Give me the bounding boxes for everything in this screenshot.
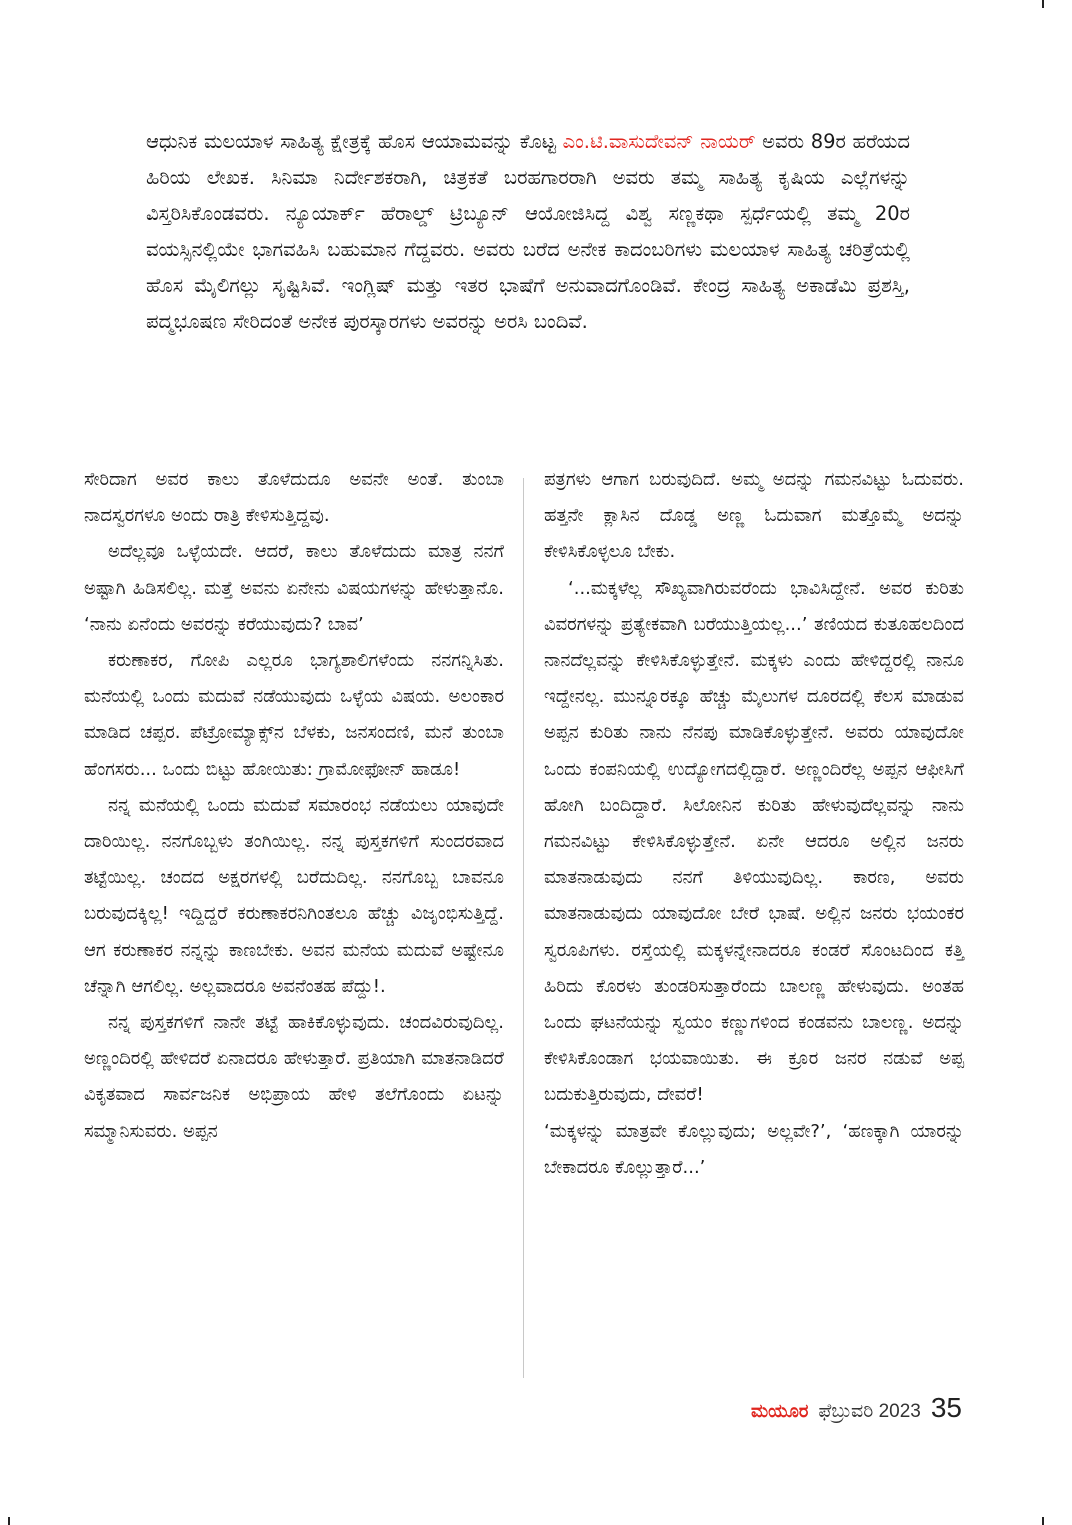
magazine-logo: ಮಯೂರ xyxy=(750,1401,809,1422)
crop-mark-bottom-right xyxy=(1042,1517,1044,1525)
left-column xyxy=(84,462,504,1150)
left-paragraph-5: ನನ್ನ ಪುಸ್ತಕಗಳಿಗೆ ನಾನೇ ತಟ್ಟೆ ಹಾಕಿಕೊಳ್ಳುವುದು. ಚಂದವಿರುವುದಿಲ್ಲ. ಅಣ್ಣಂದಿರಲ್ಲಿ ಹೇಳಿದರೆ ಏನಾದರೂ ಹೇಳುತ್ತಾರೆ. ಪ್ರತಿಯಾಗಿ ಮಾತನಾಡಿದರೆ ವಿಕೃತವಾದ ಸಾರ್ವಜನಿಕ ಅಭಿಪ್ರಾಯ ಹೇಳಿ ತಲೆಗೊಂದು ಏಟನ್ನು ಸಮ್ಮಾನಿಸುವರು. ಅಪ್ಪನ xyxy=(84,1012,504,1142)
author-name: ಎಂ.ಟಿ.ವಾಸುದೇವನ್ ನಾಯರ್ xyxy=(562,130,756,153)
intro-text-before: ಆಧುನಿಕ ಮಲಯಾಳ ಸಾಹಿತ್ಯ ಕ್ಷೇತ್ರಕ್ಕೆ ಹೊಸ ಆಯಾಮವನ್ನು ಕೊಟ್ಟ xyxy=(146,130,563,153)
left-paragraph-1: ಸೇರಿದಾಗ ಅವರ ಕಾಲು ತೊಳೆದುದೂ ಅವನೇ ಅಂತೆ. ತುಂಬಾ ನಾದಸ್ವರಗಳೂ ಅಂದು ರಾತ್ರಿ ಕೇಳಿಸುತ್ತಿದ್ದವು. xyxy=(84,469,504,527)
column-divider xyxy=(523,478,524,1378)
right-paragraph-2: ‘...ಮಕ್ಕಳೆಲ್ಲ ಸೌಖ್ಯವಾಗಿರುವರೆಂದು ಭಾವಿಸಿದ್ದೇನೆ. ಅವರ ಕುರಿತು ವಿವರಗಳನ್ನು ಪ್ರತ್ಯೇಕವಾಗಿ ಬರೆಯುತ್ತಿಯಲ್ಲ...’ ತಣಿಯದ ಕುತೂಹಲದಿಂದ ನಾನದೆಲ್ಲವನ್ನು ಕೇಳಿಸಿಕೊಳ್ಳುತ್ತೇನೆ. ಮಕ್ಕಳು ಎಂದು ಹೇಳಿದ್ದರಲ್ಲಿ ನಾನೂ ಇದ್ದೇನಲ್ಲ. ಮುನ್ನೂರಕ್ಕೂ ಹೆಚ್ಚು ಮೈಲುಗಳ ದೂರದಲ್ಲಿ ಕೆಲಸ ಮಾಡುವ ಅಪ್ಪನ ಕುರಿತು ನಾನು ನೆನಪು ಮಾಡಿಕೊಳ್ಳುತ್ತೇನೆ. ಅವರು ಯಾವುದೋ ಒಂದು ಕಂಪನಿಯಲ್ಲಿ ಉದ್ಯೋಗದಲ್ಲಿದ್ದಾರೆ. ಅಣ್ಣಂದಿರೆಲ್ಲ ಅಪ್ಪನ ಆಫೀಸಿಗೆ ಹೋಗಿ ಬಂದಿದ್ದಾರೆ. ಸಿಲೋನಿನ ಕುರಿತು ಹೇಳುವುದೆಲ್ಲವನ್ನು ನಾನು ಗಮನವಿಟ್ಟು ಕೇಳಿಸಿಕೊಳ್ಳುತ್ತೇನೆ. ಏನೇ ಆದರೂ ಅಲ್ಲಿನ ಜನರು ಮಾತನಾಡುವುದು ನನಗೆ ತಿಳಿಯುವುದಿಲ್ಲ. ಕಾರಣ, ಅವರು ಮಾತನಾಡುವುದು ಯಾವುದೋ ಬೇರೆ ಭಾಷೆ. ಅಲ್ಲಿನ ಜನರು ಭಯಂಕರ ಸ್ವರೂಪಿಗಳು. ರಸ್ತೆಯಲ್ಲಿ ಮಕ್ಕಳನ್ನೇನಾದರೂ ಕಂಡರೆ ಸೊಂಟದಿಂದ ಕತ್ತಿ ಹಿರಿದು ಕೊರಳು ತುಂಡರಿಸುತ್ತಾರೆಂದು ಬಾಲಣ್ಣ ಹೇಳುವುದು. ಅಂತಹ ಒಂದು ಘಟನೆಯನ್ನು ಸ್ವಯಂ ಕಣ್ಣುಗಳಿಂದ ಕಂಡವನು ಬಾಲಣ್ಣ. ಅದನ್ನು ಕೇಳಿಸಿಕೊಂಡಾಗ ಭಯವಾಯಿತು. ಈ ಕ್ರೂರ ಜನರ ನಡುವೆ ಅಪ್ಪ ಬದುಕುತ್ತಿರುವುದು, ದೇವರೆ! xyxy=(544,577,964,1106)
right-paragraph-3: ‘ಮಕ್ಕಳನ್ನು ಮಾತ್ರವೇ ಕೊಲ್ಲುವುದು; ಅಲ್ಲವೇ?’, ‘ಹಣಕ್ಕಾಗಿ ಯಾರನ್ನು ಬೇಕಾದರೂ ಕೊಲ್ಲುತ್ತಾರೆ...’ xyxy=(544,1120,964,1178)
right-column xyxy=(544,462,964,1186)
page-number: 35 xyxy=(930,1392,962,1423)
intro-text-after: ಅವರು 89ರ ಹರೆಯದ ಹಿರಿಯ ಲೇಖಕ. ಸಿನಿಮಾ ನಿರ್ದೇಶಕರಾಗಿ, ಚಿತ್ರಕತೆ ಬರಹಗಾರರಾಗಿ ಅವರು ತಮ್ಮ ಸಾಹಿತ್ಯ ಕೃಷಿಯ ಎಲ್ಲೆಗಳನ್ನು ವಿಸ್ತರಿಸಿಕೊಂಡವರು. ನ್ಯೂಯಾರ್ಕ್ ಹೆರಾಲ್ಡ್ ಟ್ರಿಬ್ಯೂನ್ ಆಯೋಜಿಸಿದ್ದ ವಿಶ್ವ ಸಣ್ಣಕಥಾ ಸ್ಪರ್ಧೆಯಲ್ಲಿ ತಮ್ಮ 20ರ ವಯಸ್ಸಿನಲ್ಲಿಯೇ ಭಾಗವಹಿಸಿ ಬಹುಮಾನ ಗೆದ್ದವರು. ಅವರು ಬರೆದ ಅನೇಕ ಕಾದಂಬರಿಗಳು ಮಲಯಾಳ ಸಾಹಿತ್ಯ ಚರಿತ್ರೆಯಲ್ಲಿ ಹೊಸ ಮೈಲಿಗಲ್ಲು ಸೃಷ್ಟಿಸಿವೆ. ಇಂಗ್ಲಿಷ್ ಮತ್ತು ಇತರ ಭಾಷೆಗೆ ಅನುವಾದಗೊಂಡಿವೆ. ಕೇಂದ್ರ ಸಾಹಿತ್ಯ ಅಕಾಡೆಮಿ ಪ್ರಶಸ್ತಿ, ಪದ್ಮಭೂಷಣ ಸೇರಿದಂತೆ ಅನೇಕ ಪುರಸ್ಕಾರಗಳು ಅವರನ್ನು ಅರಸಿ ಬಂದಿವೆ. xyxy=(146,130,910,333)
left-paragraph-4: ನನ್ನ ಮನೆಯಲ್ಲಿ ಒಂದು ಮದುವೆ ಸಮಾರಂಭ ನಡೆಯಲು ಯಾವುದೇ ದಾರಿಯಿಲ್ಲ. ನನಗೊಬ್ಬಳು ತಂಗಿಯಿಲ್ಲ. ನನ್ನ ಪುಸ್ತಕಗಳಿಗೆ ಸುಂದರವಾದ ತಟ್ಟೆಯಿಲ್ಲ. ಚಂದದ ಅಕ್ಷರಗಳಲ್ಲಿ ಬರೆದುದಿಲ್ಲ. ನನಗೊಬ್ಬ ಬಾವನೂ ಬರುವುದಕ್ಕಿಲ್ಲ! ಇದ್ದಿದ್ದರೆ ಕರುಣಾಕರನಿಗಿಂತಲೂ ಹೆಚ್ಚು ವಿಜೃಂಭಿಸುತ್ತಿದ್ದೆ. ಆಗ ಕರುಣಾಕರ ನನ್ನನ್ನು ಕಾಣಬೇಕು. ಅವನ ಮನೆಯ ಮದುವೆ ಅಷ್ಟೇನೂ ಚೆನ್ನಾಗಿ ಆಗಲಿಲ್ಲ. ಅಲ್ಲವಾದರೂ ಅವನೆಂತಹ ಪೆದ್ದು!. xyxy=(84,794,504,997)
left-paragraph-3: ಕರುಣಾಕರ, ಗೋಪಿ ಎಲ್ಲರೂ ಭಾಗ್ಯಶಾಲಿಗಳೆಂದು ನನಗನ್ನಿಸಿತು. ಮನೆಯಲ್ಲಿ ಒಂದು ಮದುವೆ ನಡೆಯುವುದು ಒಳ್ಳೆಯ ವಿಷಯ. ಅಲಂಕಾರ ಮಾಡಿದ ಚಪ್ಪರ. ಪೆಟ್ರೋಮ್ಯಾಕ್ಸ್‌ನ ಬೆಳಕು, ಜನಸಂದಣಿ, ಮನೆ ತುಂಬಾ ಹೆಂಗಸರು... ಒಂದು ಬಿಟ್ಟು ಹೋಯಿತು: ಗ್ರಾಮೋಫೋನ್ ಹಾಡೂ! xyxy=(84,650,504,780)
crop-mark-bottom-left xyxy=(8,1517,10,1525)
left-paragraph-2: ಅದೆಲ್ಲವೂ ಒಳ್ಳೆಯದೇ. ಆದರೆ, ಕಾಲು ತೊಳೆದುದು ಮಾತ್ರ ನನಗೆ ಅಷ್ಟಾಗಿ ಹಿಡಿಸಲಿಲ್ಲ. ಮತ್ತೆ ಅವನು ಏನೇನು ವಿಷಯಗಳನ್ನು ಹೇಳುತ್ತಾನೊ. ‘ನಾನು ಏನೆಂದು ಅವರನ್ನು ಕರೆಯುವುದು? ಬಾವ’ xyxy=(84,541,504,635)
issue-date: ಫೆಬ್ರುವರಿ 2023 xyxy=(818,1401,921,1422)
page-footer xyxy=(751,1392,962,1424)
intro-paragraph xyxy=(146,124,910,340)
crop-mark-top-right xyxy=(1042,0,1044,8)
right-paragraph-1: ಪತ್ರಗಳು ಆಗಾಗ ಬರುವುದಿದೆ. ಅಮ್ಮ ಅದನ್ನು ಗಮನವಿಟ್ಟು ಓದುವರು. ಹತ್ತನೇ ಕ್ಲಾಸಿನ ದೊಡ್ಡ ಅಣ್ಣ ಓದುವಾಗ ಮತ್ತೊಮ್ಮೆ ಅದನ್ನು ಕೇಳಿಸಿಕೊಳ್ಳಲೂ ಬೇಕು. xyxy=(544,469,964,563)
